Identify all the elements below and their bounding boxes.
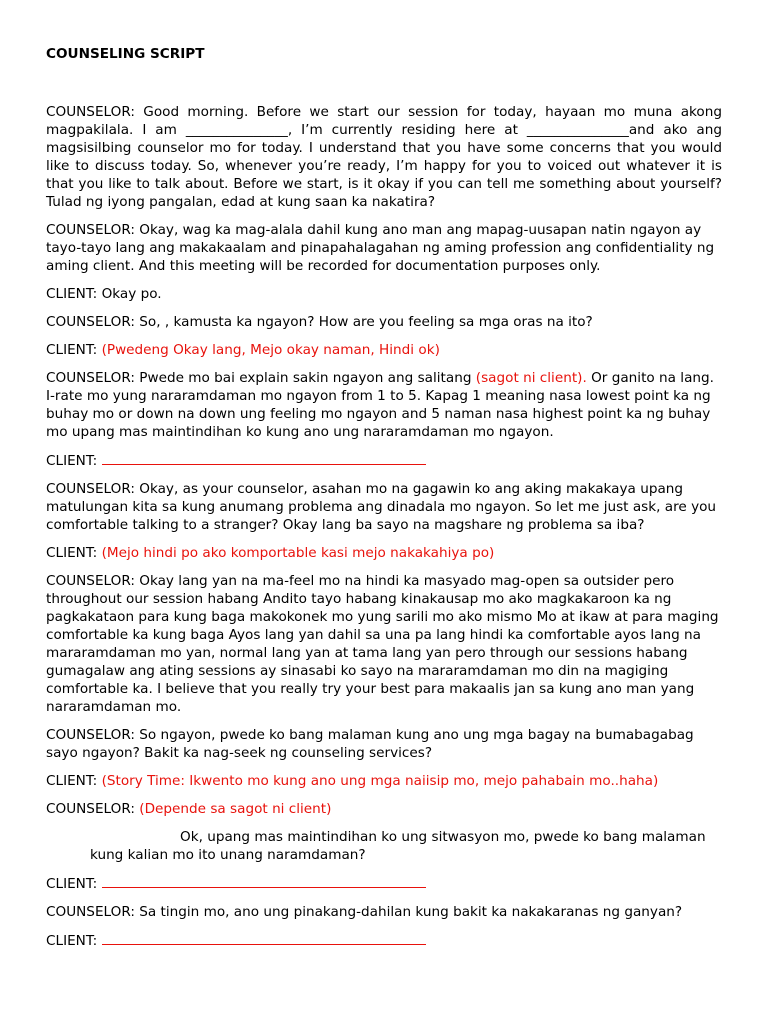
speaker-label: COUNSELOR:	[46, 481, 135, 497]
dialogue-line	[46, 341, 722, 359]
speaker-label: COUNSELOR:	[46, 370, 135, 386]
dialogue-line	[46, 221, 722, 275]
dialogue-text: So, , kamusta ka ngayon? How are you feeling sa mga oras na ito?	[139, 314, 593, 330]
response-note: (sagot ni client).	[475, 370, 587, 386]
speaker-label: CLIENT:	[46, 453, 98, 469]
dialogue-line	[46, 572, 722, 716]
dialogue-text: Pwede mo bai explain sakin ngayon ang salitang	[139, 370, 472, 386]
speaker-label: CLIENT:	[46, 545, 98, 561]
dialogue-line	[46, 544, 722, 562]
response-note: (Mejo hindi po ako komportable kasi mejo nakakahiya po)	[101, 545, 495, 561]
dialogue-text: So ngayon, pwede ko bang malaman kung ano ung mga bagay na bumabagabag sayo ngayon? Bakit ka nag-seek ng counseling services?	[46, 727, 694, 761]
speaker-label: COUNSELOR:	[46, 222, 135, 238]
response-note: (Pwedeng Okay lang, Mejo okay naman, Hindi ok)	[101, 342, 440, 358]
dialogue-line	[46, 480, 722, 534]
dialogue-line	[46, 800, 722, 818]
document-page	[46, 45, 722, 960]
dialogue-text: Okay, wag ka mag-alala dahil kung ano man ang mapag-uusapan natin ngayon ay tayo-tayo lang ang makakaalam and pinapahalagahan ng aming profession ang confidentiality ng aming client. And this meeting will be recorded for documentation purposes only.	[46, 222, 715, 274]
dialogue-line	[46, 903, 722, 921]
speaker-label: COUNSELOR:	[46, 801, 135, 817]
dialogue-text: Or ganito na lang. I-rate mo yung nararamdaman mo ngayon from 1 to 5. Kapag 1 meaning nasa lowest point ka ng buhay mo or down na down ung feeling mo ngayon and 5 naman nasa highest point ka ng buhay mo upang mas maintindihan ko kung ano ung nararamdaman mo ngayon.	[46, 370, 714, 440]
speaker-label: COUNSELOR:	[46, 573, 135, 589]
speaker-label: CLIENT:	[46, 933, 98, 949]
dialogue-text: Good morning. Before we start our session for today, hayaan mo muna akong magpakilala. I am _______________, I’m currently residing here at _______________and ako ang magsisilbing counselor mo for today. I understand that you have some concerns that you would like to discuss today. So, whenever you’re ready, I’m happy for you to voiced out whatever it is that you like to talk about. Before we start, is it okay if you can tell me something about yourself? Tulad ng iyong pangalan, edad at kung saan ka nakatira?	[46, 104, 722, 210]
speaker-label: COUNSELOR:	[46, 104, 135, 120]
dialogue-line	[46, 313, 722, 331]
answer-blank-line	[102, 874, 426, 888]
answer-blank-line	[102, 931, 426, 945]
speaker-label: CLIENT:	[46, 773, 98, 789]
dialogue-line	[46, 874, 722, 893]
dialogue-line	[46, 772, 722, 790]
answer-blank-line	[102, 451, 426, 465]
dialogue-line	[46, 931, 722, 950]
speaker-label: COUNSELOR:	[46, 727, 135, 743]
dialogue-line	[46, 451, 722, 470]
response-note: (Depende sa sagot ni client)	[139, 801, 332, 817]
dialogue-text: Okay po.	[101, 286, 162, 302]
dialogue-text: Okay, as your counselor, asahan mo na gagawin ko ang aking makakaya upang matulungan kita sa kung anumang problema ang dinadala mo ngayon. So let me just ask, are you comfortable talking to a stranger? Okay lang ba sayo na magshare ng problema sa iba?	[46, 481, 717, 533]
speaker-label: COUNSELOR:	[46, 904, 135, 920]
response-note: (Story Time: Ikwento mo kung ano ung mga naiisip mo, mejo pahabain mo..haha)	[101, 773, 659, 789]
speaker-label: CLIENT:	[46, 342, 98, 358]
dialogue-line	[46, 726, 722, 762]
speaker-label: COUNSELOR:	[46, 314, 135, 330]
dialogue-line	[46, 103, 722, 211]
indented-dialogue-text: Ok, upang mas maintindihan ko ung sitwasyon mo, pwede ko bang malaman kung kalian mo ito unang naramdaman?	[90, 829, 706, 863]
dialogue-text: Sa tingin mo, ano ung pinakang-dahilan kung bakit ka nakakaranas ng ganyan?	[139, 904, 683, 920]
speaker-label: CLIENT:	[46, 286, 98, 302]
dialogue-text: Okay lang yan na ma-feel mo na hindi ka masyado mag-open sa outsider pero throughout our session habang Andito tayo habang kinakausap mo ako magkakaroon ka ng pagkakataon para kung baga makokonek mo yung sarili mo ako mismo Mo at ikaw at para maging comfortable ka kung baga Ayos lang yan dahil sa una pa lang hindi ka comfortable ayos lang na mararamdaman mo yan, normal lang yan at tama lang yan pero through our sessions habang gumagalaw ang ating sessions ay sinasabi ko sayo na mararamdaman mo din na magiging comfortable ka. I believe that you really try your best para makaalis jan sa kung ano man yang nararamdaman mo.	[46, 573, 719, 715]
document-title: COUNSELING SCRIPT	[46, 46, 205, 62]
speaker-label: CLIENT:	[46, 876, 98, 892]
dialogue-line	[46, 369, 722, 441]
dialogue-line	[46, 285, 722, 303]
